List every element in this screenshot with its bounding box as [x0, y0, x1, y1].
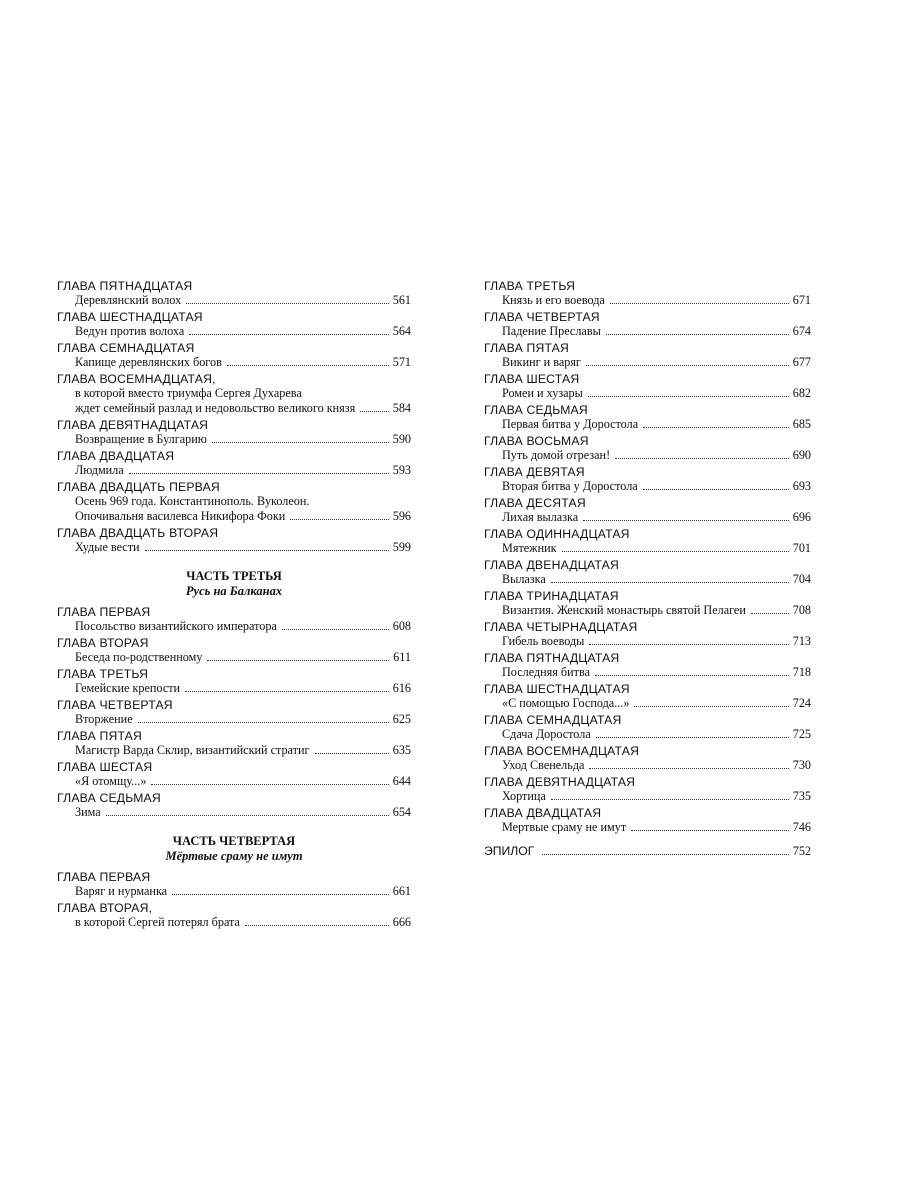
page-number: 654 — [392, 805, 411, 819]
chapter-heading: ГЛАВА ПЕРВАЯ — [57, 605, 151, 619]
entry-title-line — [484, 510, 811, 525]
dot-leader — [542, 854, 788, 855]
dot-leader — [586, 365, 789, 366]
entry-title: Возвращение в Булгарию — [75, 432, 207, 446]
entry-title-line — [57, 619, 411, 634]
toc-entry[interactable] — [57, 418, 411, 447]
entry-title: Хортица — [502, 789, 546, 803]
toc-entry[interactable] — [57, 791, 411, 820]
chapter-heading: ГЛАВА СЕДЬМАЯ — [484, 403, 588, 417]
chapter-heading: ГЛАВА ДВЕНАДЦАТАЯ — [484, 558, 619, 572]
toc-entry[interactable] — [57, 279, 411, 308]
toc-entry[interactable] — [484, 744, 811, 773]
toc-group-part4-continued — [484, 279, 811, 835]
toc-entry[interactable] — [57, 341, 411, 370]
entry-title: Капище деревлянских богов — [75, 355, 222, 369]
entry-title: Магистр Варда Склир, византийский стратиг — [75, 743, 310, 757]
toc-entry[interactable] — [57, 901, 411, 930]
entry-title: Ромеи и хузары — [502, 386, 583, 400]
dot-leader — [106, 815, 389, 816]
part-title: ЧАСТЬ ТРЕТЬЯ — [186, 569, 282, 583]
toc-entry[interactable] — [484, 775, 811, 804]
entry-title-line — [57, 463, 411, 478]
chapter-heading: ГЛАВА ТРИНАДЦАТАЯ — [484, 589, 619, 603]
toc-entry[interactable] — [57, 526, 411, 555]
entry-title: Уход Свенельда — [502, 758, 585, 772]
dot-leader — [631, 830, 789, 831]
chapter-heading: ГЛАВА ШЕСТНАДЦАТАЯ — [484, 682, 630, 696]
entry-title-line — [57, 324, 411, 339]
chapter-heading: ГЛАВА ВОСЬМАЯ — [484, 434, 589, 448]
entry-title: Осень 969 года. Константинополь. Вуколеон. — [75, 494, 310, 508]
toc-entry[interactable] — [484, 527, 811, 556]
chapter-heading: ГЛАВА ДВАДЦАТАЯ — [57, 449, 175, 463]
page-number: 724 — [792, 696, 811, 710]
entry-title: Падение Преславы — [502, 324, 601, 338]
page-number: 571 — [392, 355, 411, 369]
chapter-heading: ГЛАВА ПЯТАЯ — [484, 341, 570, 355]
entry-title-line — [484, 324, 811, 339]
dot-leader — [145, 550, 389, 551]
part-subtitle: Мёртвые сраму не имут — [165, 849, 303, 863]
entry-title-line — [57, 386, 411, 401]
page-number: 708 — [792, 603, 811, 617]
page-number: 693 — [792, 479, 811, 493]
dot-leader — [595, 675, 789, 676]
entry-title: Худые вести — [75, 540, 140, 554]
entry-title: «Я отомщу...» — [75, 774, 147, 788]
epilogue-entry[interactable] — [484, 844, 811, 859]
entry-title-line — [484, 355, 811, 370]
dot-leader — [186, 303, 389, 304]
page-number: 561 — [392, 293, 411, 307]
entry-title: «С помощью Господа...» — [502, 696, 630, 710]
entry-title: Путь домой отрезан! — [502, 448, 611, 462]
toc-entry[interactable] — [484, 806, 811, 835]
chapter-heading: ГЛАВА ВОСЕМНАДЦАТАЯ — [484, 744, 640, 758]
dot-leader — [151, 784, 388, 785]
entry-title-line — [484, 572, 811, 587]
toc-entry[interactable] — [57, 310, 411, 339]
entry-title: Зима — [75, 805, 101, 819]
entry-title: ждет семейный разлад и недовольство великого князя — [75, 401, 356, 415]
entry-title-line — [484, 386, 811, 401]
entry-title: в которой вместо триумфа Сергея Духарева — [75, 386, 302, 400]
entry-title-line — [57, 774, 411, 789]
page-number: 635 — [392, 743, 411, 757]
dot-leader — [245, 925, 389, 926]
toc-entry[interactable] — [484, 496, 811, 525]
page-number: 735 — [792, 789, 811, 803]
dot-leader — [172, 894, 389, 895]
entry-title-line — [484, 541, 811, 556]
dot-leader — [643, 427, 789, 428]
page-number: 696 — [792, 510, 811, 524]
toc-entry[interactable] — [484, 434, 811, 463]
entry-title: Последняя битва — [502, 665, 590, 679]
chapter-heading: ГЛАВА ПЕРВАЯ — [57, 870, 151, 884]
dot-leader — [562, 551, 789, 552]
page-number: 746 — [792, 820, 811, 834]
toc-entry[interactable] — [484, 589, 811, 618]
toc-group-part2-end — [57, 279, 411, 555]
entry-title-line — [484, 448, 811, 463]
toc-entry[interactable] — [484, 620, 811, 649]
page-number: 718 — [792, 665, 811, 679]
entry-title-line — [57, 401, 411, 416]
chapter-heading: ГЛАВА ПЯТАЯ — [57, 729, 143, 743]
entry-title: Мертвые сраму не имут — [502, 820, 627, 834]
dot-leader — [583, 520, 789, 521]
dot-leader — [610, 303, 789, 304]
entry-title: Варяг и нурманка — [75, 884, 168, 898]
chapter-heading: ГЛАВА ПЯТНАДЦАТАЯ — [484, 651, 620, 665]
chapter-heading: ГЛАВА ЧЕТВЕРТАЯ — [484, 310, 600, 324]
chapter-heading: ГЛАВА ДЕВЯТНАДЦАТАЯ — [484, 775, 636, 789]
chapter-heading: ГЛАВА ШЕСТАЯ — [484, 372, 580, 386]
page-number: 725 — [792, 727, 811, 741]
chapter-heading: ГЛАВА ТРЕТЬЯ — [57, 667, 149, 681]
page-number: 701 — [792, 541, 811, 555]
toc-entry[interactable] — [57, 449, 411, 478]
dot-leader — [751, 613, 789, 614]
dot-leader — [282, 629, 389, 630]
toc-entry[interactable] — [484, 403, 811, 432]
entry-title-line — [57, 712, 411, 727]
page-number: 644 — [392, 774, 411, 788]
entry-title-line — [484, 696, 811, 711]
part-title: ЧАСТЬ ЧЕТВЕРТАЯ — [172, 834, 296, 848]
entry-title-line — [57, 293, 411, 308]
chapter-heading: ГЛАВА ВОСЕМНАДЦАТАЯ, — [57, 372, 216, 386]
dot-leader — [589, 644, 788, 645]
toc-entry[interactable] — [484, 558, 811, 587]
dot-leader — [615, 458, 789, 459]
dot-leader — [207, 660, 389, 661]
page-number: 590 — [392, 432, 411, 446]
entry-title-line — [57, 494, 411, 509]
page-number: 671 — [792, 293, 811, 307]
entry-title-line — [57, 884, 411, 899]
entry-title-line — [57, 650, 411, 665]
page-number: 682 — [792, 386, 811, 400]
entry-title-line — [484, 603, 811, 618]
dot-leader — [138, 722, 389, 723]
page-number: 564 — [392, 324, 411, 338]
entry-title-line — [484, 727, 811, 742]
chapter-heading: ГЛАВА ЧЕТЫРНАДЦАТАЯ — [484, 620, 638, 634]
entry-title: Византия. Женский монастырь святой Пелагеи — [502, 603, 746, 617]
entry-title-line — [484, 789, 811, 804]
dot-leader — [606, 334, 789, 335]
toc-group-part4 — [57, 870, 411, 930]
chapter-heading: ГЛАВА ДВАДЦАТЬ ПЕРВАЯ — [57, 480, 220, 494]
page-number: 608 — [392, 619, 411, 633]
page-number: 596 — [392, 509, 411, 523]
toc-entry[interactable] — [484, 341, 811, 370]
page-number: 713 — [792, 634, 811, 648]
toc-entry[interactable] — [57, 667, 411, 696]
page-number: 625 — [392, 712, 411, 726]
toc-entry[interactable] — [57, 480, 411, 524]
toc-entry[interactable] — [57, 605, 411, 634]
dot-leader — [360, 411, 389, 412]
dot-leader — [315, 753, 389, 754]
entry-title: Посольство византийского императора — [75, 619, 277, 633]
part-three-heading — [57, 569, 411, 599]
toc-entry[interactable] — [484, 465, 811, 494]
dot-leader — [634, 706, 788, 707]
entry-title-line — [484, 293, 811, 308]
dot-leader — [227, 365, 389, 366]
entry-title-line — [57, 540, 411, 555]
toc-group-part3 — [57, 605, 411, 820]
toc-entry[interactable] — [484, 713, 811, 742]
dot-leader — [185, 691, 389, 692]
entry-title-line — [57, 355, 411, 370]
part-four-heading — [57, 834, 411, 864]
dot-leader — [551, 582, 789, 583]
page-number: 593 — [392, 463, 411, 477]
entry-title-line — [484, 820, 811, 835]
toc-entry[interactable] — [57, 870, 411, 899]
page-number: 666 — [392, 915, 411, 929]
page-number: 674 — [792, 324, 811, 338]
chapter-heading: ГЛАВА ДВАДЦАТАЯ — [484, 806, 602, 820]
chapter-heading: ГЛАВА ТРЕТЬЯ — [484, 279, 576, 293]
chapter-heading: ГЛАВА ПЯТНАДЦАТАЯ — [57, 279, 193, 293]
entry-title: Лихая вылазка — [502, 510, 579, 524]
entry-title: Гемейские крепости — [75, 681, 181, 695]
entry-title: Князь и его воевода — [502, 293, 605, 307]
chapter-heading: ГЛАВА СЕДЬМАЯ — [57, 791, 161, 805]
chapter-heading: ГЛАВА ДЕВЯТНАДЦАТАЯ — [57, 418, 209, 432]
toc-entry[interactable] — [57, 698, 411, 727]
page-number: 661 — [392, 884, 411, 898]
entry-title: Вылазка — [502, 572, 546, 586]
toc-entry[interactable] — [484, 310, 811, 339]
entry-title: Мятежник — [502, 541, 557, 555]
toc-entry[interactable] — [484, 682, 811, 711]
dot-leader — [212, 442, 389, 443]
entry-title: Людмила — [75, 463, 124, 477]
entry-title: Вторжение — [75, 712, 133, 726]
entry-title: Первая битва у Доростола — [502, 417, 639, 431]
entry-title: Деревлянский волох — [75, 293, 182, 307]
dot-leader — [551, 799, 789, 800]
entry-title-line — [57, 432, 411, 447]
page-number: 690 — [792, 448, 811, 462]
page-number: 730 — [792, 758, 811, 772]
dot-leader — [643, 489, 789, 490]
toc-entry[interactable] — [484, 279, 811, 308]
toc-right-column — [484, 277, 811, 859]
chapter-heading: ГЛАВА ВТОРАЯ, — [57, 901, 153, 915]
entry-title: Ведун против волоха — [75, 324, 185, 338]
dot-leader — [290, 519, 388, 520]
page-number: 752 — [792, 844, 811, 858]
entry-title-line — [484, 479, 811, 494]
entry-title-line — [57, 509, 411, 524]
entry-title-line — [57, 743, 411, 758]
page-number: 685 — [792, 417, 811, 431]
page-number: 611 — [393, 650, 411, 664]
chapter-heading: ГЛАВА ШЕСТНАДЦАТАЯ — [57, 310, 203, 324]
chapter-heading: ГЛАВА ШЕСТАЯ — [57, 760, 153, 774]
chapter-heading: ГЛАВА ДЕВЯТАЯ — [484, 465, 585, 479]
entry-title: Сдача Доростола — [502, 727, 591, 741]
page-number: 599 — [392, 540, 411, 554]
toc-entry[interactable] — [57, 636, 411, 665]
entry-title: в которой Сергей потерял брата — [75, 915, 240, 929]
dot-leader — [129, 473, 389, 474]
chapter-heading: ГЛАВА ДЕСЯТАЯ — [484, 496, 586, 510]
toc-left-column — [57, 277, 411, 930]
chapter-heading: ГЛАВА СЕМНАДЦАТАЯ — [57, 341, 195, 355]
page-number: 584 — [392, 401, 411, 415]
entry-title-line — [484, 417, 811, 432]
toc-entry[interactable] — [484, 372, 811, 401]
entry-title: Беседа по-родственному — [75, 650, 203, 664]
part-subtitle: Русь на Балканах — [185, 584, 283, 598]
entry-title-line — [484, 758, 811, 773]
entry-title: Вторая битва у Доростола — [502, 479, 638, 493]
entry-title: Викинг и варяг — [502, 355, 581, 369]
toc-entry[interactable] — [484, 651, 811, 680]
entry-title: Опочивальня василевса Никифора Фоки — [75, 509, 286, 523]
dot-leader — [589, 768, 788, 769]
dot-leader — [588, 396, 789, 397]
page-number: 704 — [792, 572, 811, 586]
dot-leader — [189, 334, 388, 335]
entry-title-line — [57, 681, 411, 696]
entry-title-line — [57, 915, 411, 930]
entry-title: Гибель воеводы — [502, 634, 585, 648]
page-number: 677 — [792, 355, 811, 369]
chapter-heading: ГЛАВА ОДИННАДЦАТАЯ — [484, 527, 630, 541]
chapter-heading: ГЛАВА ДВАДЦАТЬ ВТОРАЯ — [57, 526, 219, 540]
chapter-heading: ГЛАВА ВТОРАЯ — [57, 636, 149, 650]
toc-entry[interactable] — [57, 729, 411, 758]
epilogue-label: ЭПИЛОГ — [484, 844, 535, 858]
entry-title-line — [484, 634, 811, 649]
entry-title-line — [57, 805, 411, 820]
chapter-heading: ГЛАВА ЧЕТВЕРТАЯ — [57, 698, 173, 712]
entry-title-line — [484, 665, 811, 680]
chapter-heading: ГЛАВА СЕМНАДЦАТАЯ — [484, 713, 622, 727]
toc-entry[interactable] — [57, 760, 411, 789]
toc-entry[interactable] — [57, 372, 411, 416]
dot-leader — [596, 737, 789, 738]
page-number: 616 — [392, 681, 411, 695]
